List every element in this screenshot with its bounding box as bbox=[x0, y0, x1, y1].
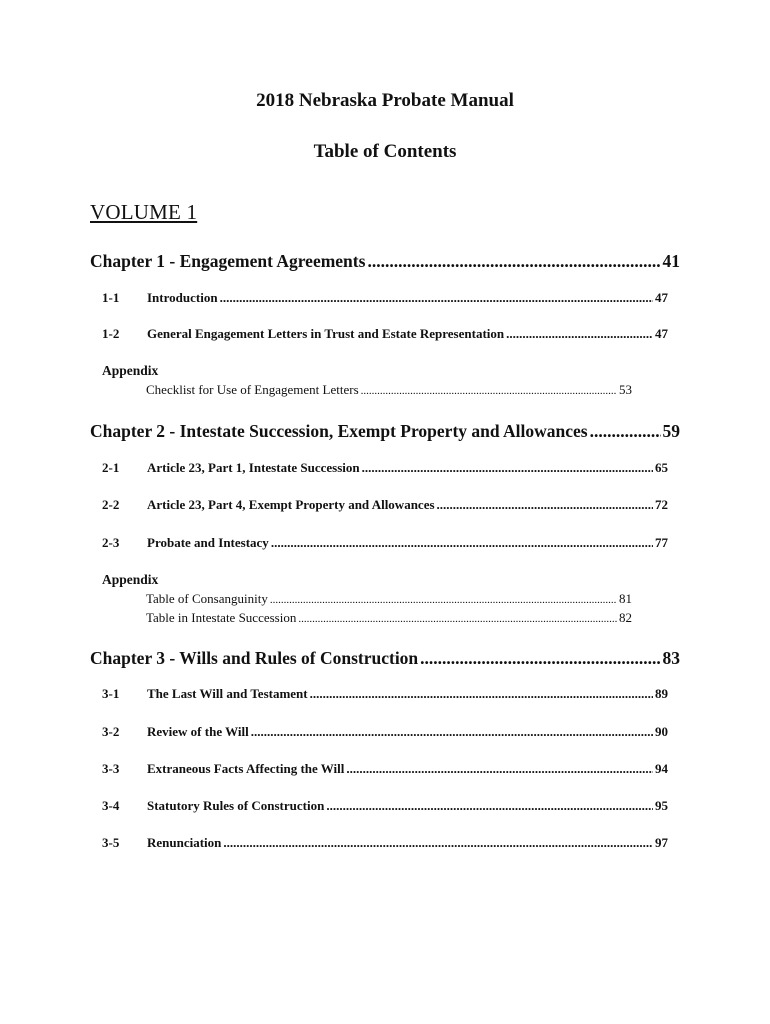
chapter-title: Chapter 2 - Intestate Succession, Exempt Property and Allowances bbox=[90, 421, 588, 441]
dot-leader bbox=[223, 835, 653, 851]
toc-section-3-1[interactable] bbox=[102, 686, 668, 702]
section-title: Article 23, Part 1, Intestate Succession bbox=[147, 460, 360, 475]
section-title: Review of the Will bbox=[147, 724, 249, 739]
toc-section-1-1[interactable] bbox=[102, 290, 668, 306]
toc-appendix-item[interactable] bbox=[146, 610, 632, 626]
chapter-page: 41 bbox=[662, 251, 680, 271]
section-title: General Engagement Letters in Trust and Estate Representation bbox=[147, 326, 505, 341]
dot-leader bbox=[506, 326, 653, 342]
section-number: 2-1 bbox=[102, 460, 120, 475]
toc-section-3-3[interactable] bbox=[102, 761, 668, 777]
appendix-page: 82 bbox=[619, 610, 632, 625]
chapter-title: Chapter 1 - Engagement Agreements bbox=[90, 251, 366, 271]
section-page: 47 bbox=[655, 290, 668, 305]
toc-section-1-2[interactable] bbox=[102, 326, 668, 342]
document-title: 2018 Nebraska Probate Manual bbox=[256, 90, 514, 111]
toc-appendix-item[interactable] bbox=[146, 382, 632, 398]
dot-leader bbox=[270, 594, 617, 606]
toc-section-3-5[interactable] bbox=[102, 835, 668, 851]
dot-leader bbox=[420, 648, 660, 669]
toc-chapter-2[interactable] bbox=[90, 421, 680, 442]
appendix-title: Checklist for Use of Engagement Letters bbox=[146, 382, 359, 397]
dot-leader bbox=[346, 761, 653, 777]
dot-leader bbox=[367, 251, 660, 272]
section-page: 94 bbox=[655, 761, 668, 776]
toc-section-2-2[interactable] bbox=[102, 497, 668, 513]
section-number: 3-4 bbox=[102, 798, 120, 813]
dot-leader bbox=[251, 724, 653, 740]
dot-leader bbox=[310, 686, 653, 702]
dot-leader bbox=[437, 497, 653, 513]
section-number: 2-3 bbox=[102, 535, 120, 550]
chapter-page: 59 bbox=[662, 421, 680, 441]
chapter-title: Chapter 3 - Wills and Rules of Construction bbox=[90, 648, 419, 668]
dot-leader bbox=[271, 535, 653, 551]
appendix-title: Table in Intestate Succession bbox=[146, 610, 297, 625]
volume-heading: VOLUME 1 bbox=[90, 200, 198, 224]
section-title: Statutory Rules of Construction bbox=[147, 798, 325, 813]
toc-section-3-2[interactable] bbox=[102, 724, 668, 740]
dot-leader bbox=[326, 798, 653, 814]
dot-leader bbox=[220, 290, 653, 306]
section-number: 1-2 bbox=[102, 326, 120, 341]
toc-chapter-1[interactable] bbox=[90, 251, 680, 272]
section-title: Article 23, Part 4, Exempt Property and Allowances bbox=[147, 497, 435, 512]
toc-chapter-3[interactable] bbox=[90, 648, 680, 669]
section-title: Extraneous Facts Affecting the Will bbox=[147, 761, 345, 776]
dot-leader bbox=[361, 385, 617, 397]
appendix-label: Appendix bbox=[102, 572, 159, 587]
section-number: 1-1 bbox=[102, 290, 120, 305]
appendix-page: 53 bbox=[619, 382, 632, 397]
section-title: Renunciation bbox=[147, 835, 222, 850]
section-number: 3-2 bbox=[102, 724, 120, 739]
appendix-page: 81 bbox=[619, 591, 632, 606]
dot-leader bbox=[590, 421, 661, 442]
section-page: 90 bbox=[655, 724, 668, 739]
section-page: 47 bbox=[655, 326, 668, 341]
dot-leader bbox=[362, 460, 653, 476]
toc-section-2-3[interactable] bbox=[102, 535, 668, 551]
section-number: 2-2 bbox=[102, 497, 120, 512]
section-number: 3-3 bbox=[102, 761, 120, 776]
section-title: Probate and Intestacy bbox=[147, 535, 269, 550]
dot-leader bbox=[298, 613, 617, 625]
document-subtitle: Table of Contents bbox=[313, 141, 457, 162]
section-page: 97 bbox=[655, 835, 668, 850]
section-number: 3-5 bbox=[102, 835, 120, 850]
chapter-page: 83 bbox=[662, 648, 680, 668]
appendix-title: Table of Consanguinity bbox=[146, 591, 268, 606]
section-page: 77 bbox=[655, 535, 668, 550]
section-page: 65 bbox=[655, 460, 668, 475]
toc-section-3-4[interactable] bbox=[102, 798, 668, 814]
section-title: Introduction bbox=[147, 290, 218, 305]
section-page: 89 bbox=[655, 686, 668, 701]
section-page: 95 bbox=[655, 798, 668, 813]
section-number: 3-1 bbox=[102, 686, 120, 701]
section-title: The Last Will and Testament bbox=[147, 686, 308, 701]
section-page: 72 bbox=[655, 497, 668, 512]
toc-section-2-1[interactable] bbox=[102, 460, 668, 476]
appendix-label: Appendix bbox=[102, 363, 159, 378]
toc-appendix-item[interactable] bbox=[146, 591, 632, 607]
